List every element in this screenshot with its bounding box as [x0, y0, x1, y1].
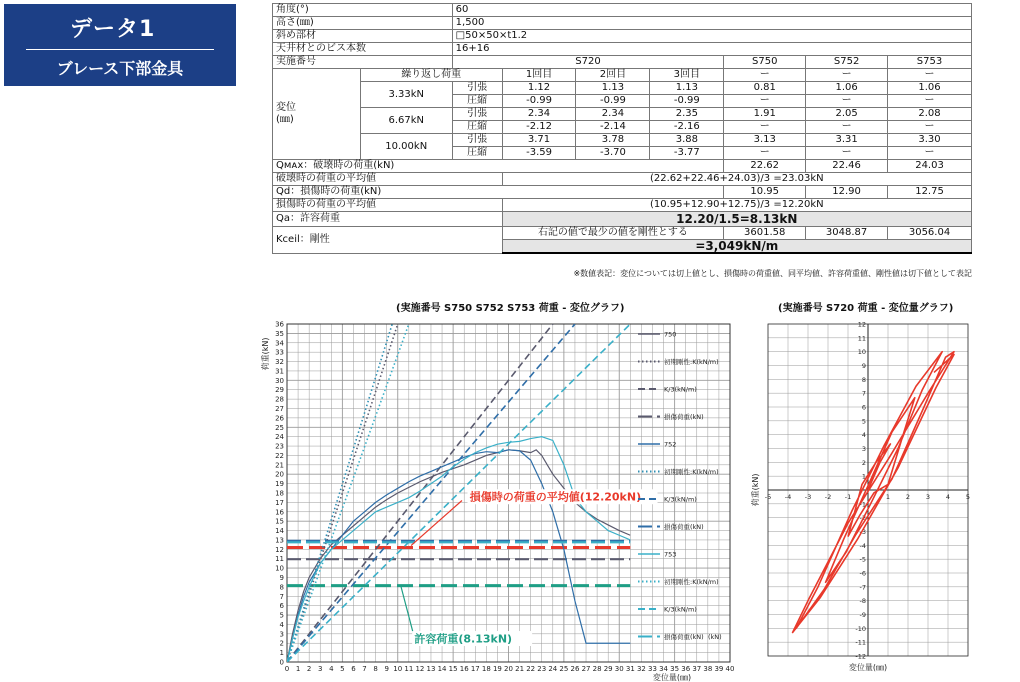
- series-line: [287, 450, 630, 662]
- y-tick-label: 31: [275, 367, 284, 376]
- displacement-value: -3.59: [502, 147, 576, 160]
- x-tick-label: 37: [692, 665, 702, 673]
- x-tick-label: 26: [570, 665, 580, 673]
- displacement-value: ー: [724, 95, 806, 108]
- table-row: [273, 227, 972, 240]
- kceil-value: 3056.04: [888, 227, 972, 240]
- legend-label: K/3(kN/m): [664, 495, 697, 504]
- badge-title: データ1: [70, 17, 156, 42]
- y-tick-label: 20: [275, 470, 284, 479]
- displacement-value: 1.06: [806, 82, 888, 95]
- y-tick-label: -4: [859, 541, 866, 550]
- displacement-value: 2.05: [806, 108, 888, 121]
- x-tick-label: 11: [404, 665, 414, 673]
- qmax-value: 22.46: [806, 160, 888, 173]
- displacement-value: ー: [724, 147, 806, 160]
- qa-label: Qa：許容荷重: [273, 212, 503, 227]
- legend-label: K/3(kN/m): [664, 385, 697, 394]
- s720-chart-title: (実施番号 S720 荷重 - 変位量グラフ): [778, 303, 954, 314]
- y-tick-label: 36: [275, 320, 284, 329]
- legend-label: 初期剛性:K(kN/m): [664, 358, 719, 366]
- badge-subtitle: ブレース下部金具: [56, 59, 184, 78]
- x-tick-label: 36: [681, 665, 691, 673]
- displacement-value: ー: [888, 95, 972, 108]
- qd-value: 10.95: [724, 186, 806, 199]
- qmax-label: Qᴍᴀx：破壊時の荷重(kN): [273, 160, 724, 173]
- direction-label: 圧縮: [452, 147, 502, 160]
- y-tick-label: 28: [275, 395, 284, 404]
- y-tick-label: 17: [275, 498, 284, 507]
- load-level: 3.33kN: [360, 82, 452, 108]
- y-tick-label: 2: [861, 458, 866, 467]
- x-tick-label: -3: [804, 493, 812, 501]
- allowable-load-annotation: 許容荷重(8.13kN): [414, 632, 513, 646]
- x-tick-label: 12: [415, 665, 425, 673]
- dash-cell: ー: [888, 69, 972, 82]
- y-tick-label: 21: [275, 461, 284, 470]
- x-tick-label: 1: [885, 493, 891, 501]
- y-tick-label: 7: [279, 592, 284, 601]
- kceil-result: =3,049kN/m: [502, 240, 971, 254]
- y-tick-label: 13: [275, 536, 284, 545]
- y-tick-label: 9: [279, 574, 284, 582]
- x-tick-label: 7: [362, 665, 367, 673]
- y-axis-label: 荷重(kN): [261, 337, 270, 371]
- kceil-value: 3601.58: [724, 227, 806, 240]
- spec-table: [272, 3, 972, 254]
- data-badge: [4, 4, 236, 86]
- y-tick-label: 1: [861, 472, 866, 481]
- direction-label: 圧縮: [452, 121, 502, 134]
- x-tick-label: -1: [844, 493, 852, 501]
- direction-label: 引張: [452, 82, 502, 95]
- y-tick-label: 5: [861, 417, 866, 426]
- x-tick-label: 22: [526, 665, 536, 673]
- x-tick-label: 4: [329, 665, 334, 673]
- y-tick-label: 10: [275, 564, 284, 573]
- load-level: 6.67kN: [360, 108, 452, 134]
- y-tick-label: -3: [859, 528, 866, 536]
- y-tick-label: 2: [279, 639, 284, 648]
- qd-value: 12.75: [888, 186, 972, 199]
- table-row: [273, 173, 972, 186]
- displacement-value: 1.91: [724, 108, 806, 121]
- dash-cell: ー: [806, 69, 888, 82]
- qmax-avg-value: (22.62+22.46+24.03)/3 =23.03kN: [502, 173, 971, 186]
- cycle-header: 3回目: [650, 69, 724, 82]
- table-row: [273, 134, 972, 147]
- x-tick-label: 18: [481, 665, 491, 673]
- x-tick-label: 38: [703, 665, 713, 673]
- displacement-value: -2.12: [502, 121, 576, 134]
- x-tick-label: 24: [548, 665, 558, 673]
- y-tick-label: 12: [275, 545, 284, 554]
- x-axis-label: 変位量(㎜): [652, 673, 692, 682]
- y-tick-label: 30: [275, 376, 284, 385]
- y-tick-label: 35: [275, 329, 284, 338]
- footnote: ※数値表記：変位については切上値とし、損傷時の荷重値、同平均値、許容荷重値、剛性値は切下値として表記: [573, 269, 972, 278]
- y-tick-label: 23: [275, 442, 284, 451]
- y-axis-label: 荷重(kN): [751, 473, 760, 507]
- displacement-value: -0.99: [502, 95, 576, 108]
- qmax-value: 22.62: [724, 160, 806, 173]
- y-tick-label: 5: [279, 611, 284, 620]
- table-row: [273, 17, 972, 30]
- annotation-leader: [401, 587, 414, 638]
- legend-label: 初期剛性:K(kN/m): [664, 468, 719, 476]
- x-tick-label: -2: [824, 493, 832, 501]
- displacement-value: 3.31: [806, 134, 888, 147]
- qd-label: Qd：損傷時の荷重(kN): [273, 186, 724, 199]
- displacement-value: 2.34: [576, 108, 650, 121]
- badge-divider: [26, 49, 214, 50]
- x-tick-label: 40: [725, 665, 735, 673]
- legend-label: 損傷荷重(kN): [664, 413, 704, 421]
- displacement-value: -3.77: [650, 147, 724, 160]
- x-tick-label: 17: [470, 665, 480, 673]
- specimen-s720: S720: [452, 56, 724, 69]
- spec-label: 高さ(㎜): [273, 17, 453, 30]
- table-row: [273, 30, 972, 43]
- displacement-value: ー: [806, 95, 888, 108]
- y-tick-label: 18: [275, 489, 284, 498]
- displacement-value: 3.30: [888, 134, 972, 147]
- exec-number-label: 実施番号: [273, 56, 453, 69]
- table-row: [273, 4, 972, 17]
- displacement-value: ー: [888, 147, 972, 160]
- displacement-value: 3.71: [502, 134, 576, 147]
- y-tick-label: 29: [275, 386, 284, 395]
- displacement-label: 変位 (㎜): [273, 69, 361, 160]
- x-tick-label: 33: [648, 665, 657, 673]
- y-tick-label: 12: [857, 320, 866, 329]
- kceil-description: 右記の値で最少の値を剛性とする: [502, 227, 724, 240]
- spec-value: 1,500: [452, 17, 971, 30]
- y-tick-label: -5: [859, 555, 866, 564]
- dash-cell: ー: [724, 69, 806, 82]
- displacement-value: -0.99: [576, 95, 650, 108]
- x-tick-label: 15: [448, 665, 458, 673]
- displacement-value: ー: [806, 147, 888, 160]
- y-tick-label: -1: [859, 500, 866, 509]
- y-tick-label: 10: [857, 348, 866, 357]
- y-tick-label: -6: [859, 569, 866, 578]
- displacement-value: 1.12: [502, 82, 576, 95]
- qd-value: 12.90: [806, 186, 888, 199]
- displacement-value: 2.08: [888, 108, 972, 121]
- displacement-value: -2.16: [650, 121, 724, 134]
- legend-label: 752: [664, 440, 677, 449]
- spec-label: 斜め部材: [273, 30, 453, 43]
- displacement-value: ー: [724, 121, 806, 134]
- x-tick-label: 9: [384, 665, 389, 673]
- y-tick-label: 3: [861, 445, 866, 453]
- displacement-value: 3.88: [650, 134, 724, 147]
- y-tick-label: 3: [279, 630, 284, 639]
- y-tick-label: 32: [275, 358, 284, 367]
- spec-label: 天井材とのビス本数: [273, 43, 453, 56]
- y-tick-label: 11: [275, 555, 284, 564]
- x-tick-label: 13: [426, 665, 436, 673]
- table-row: [273, 212, 972, 227]
- y-tick-label: -9: [859, 611, 866, 619]
- qmax-value: 24.03: [888, 160, 972, 173]
- y-tick-label: 14: [275, 527, 284, 536]
- spec-value: 16+16: [452, 43, 971, 56]
- x-tick-label: 3: [317, 665, 323, 673]
- x-tick-label: 29: [603, 665, 613, 673]
- displacement-value: 3.13: [724, 134, 806, 147]
- x-tick-label: 23: [537, 665, 547, 673]
- kceil-value: 3048.87: [806, 227, 888, 240]
- qd-avg-label: 損傷時の荷重の平均値: [273, 199, 503, 212]
- x-tick-label: 0: [284, 665, 290, 673]
- y-tick-label: 6: [279, 602, 284, 611]
- y-tick-label: 0: [279, 658, 284, 667]
- avg-damage-load-annotation: 損傷時の荷重の平均値(12.20kN): [469, 490, 642, 504]
- table-row: [273, 199, 972, 212]
- displacement-value: 1.13: [650, 82, 724, 95]
- displacement-value: -2.14: [576, 121, 650, 134]
- displacement-value: ー: [806, 121, 888, 134]
- y-tick-label: -11: [855, 638, 866, 647]
- specimen-s753: S753: [888, 56, 972, 69]
- legend-label: 損傷荷重(kN): [664, 523, 704, 531]
- x-tick-label: -4: [784, 493, 792, 501]
- x-tick-label: 30: [614, 665, 624, 673]
- y-tick-label: 4: [279, 620, 284, 629]
- x-tick-label: 16: [459, 665, 469, 673]
- y-tick-label: -10: [855, 624, 866, 633]
- y-tick-label: 4: [861, 431, 866, 440]
- x-tick-label: 2: [306, 665, 312, 673]
- y-tick-label: 15: [275, 517, 284, 526]
- displacement-value: -0.99: [650, 95, 724, 108]
- y-tick-label: 24: [275, 433, 284, 442]
- legend-label: 753: [664, 550, 677, 559]
- y-tick-label: -12: [855, 652, 866, 661]
- x-tick-label: 5: [965, 493, 971, 501]
- y-tick-label: 34: [275, 339, 284, 348]
- y-tick-label: 27: [275, 405, 284, 413]
- x-tick-label: 21: [515, 665, 525, 673]
- displacement-value: -3.70: [576, 147, 650, 160]
- kceil-label: Kceil：剛性: [273, 227, 503, 254]
- x-tick-label: 14: [437, 665, 447, 673]
- spec-label: 角度(°): [273, 4, 453, 17]
- displacement-value: 2.34: [502, 108, 576, 121]
- table-row: [273, 186, 972, 199]
- displacement-value: 3.78: [576, 134, 650, 147]
- qd-avg-value: (10.95+12.90+12.75)/3 =12.20kN: [502, 199, 971, 212]
- main-chart-title: (実施番号 S750 S752 S753 荷重 - 変位グラフ): [396, 303, 625, 314]
- x-tick-label: 20: [504, 665, 513, 673]
- y-tick-label: -2: [859, 514, 866, 523]
- direction-label: 圧縮: [452, 95, 502, 108]
- y-tick-label: 26: [275, 414, 284, 423]
- x-axis-label: 変位量(㎜): [848, 663, 888, 672]
- table-row: [273, 160, 972, 173]
- displacement-value: ー: [888, 121, 972, 134]
- table-row: [273, 82, 972, 95]
- x-tick-label: 31: [625, 665, 635, 673]
- x-tick-label: 3: [925, 493, 931, 501]
- x-tick-label: 10: [393, 665, 403, 673]
- x-tick-label: 4: [945, 493, 951, 501]
- table-row: [273, 56, 972, 69]
- y-tick-label: 1: [279, 649, 284, 658]
- displacement-value: 0.81: [724, 82, 806, 95]
- y-tick-label: 16: [275, 508, 284, 517]
- x-tick-label: 39: [714, 665, 724, 673]
- x-tick-label: 1: [295, 665, 301, 673]
- x-tick-label: 25: [559, 665, 569, 673]
- load-level: 10.00kN: [360, 134, 452, 160]
- legend-label: 損傷荷重(kN): [664, 633, 704, 641]
- y-tick-label: -8: [859, 597, 866, 606]
- x-tick-label: 6: [351, 665, 356, 673]
- x-tick-label: 5: [340, 665, 345, 673]
- y-tick-label: 19: [275, 480, 284, 489]
- direction-label: 引張: [452, 108, 502, 121]
- x-tick-label: 28: [592, 665, 602, 673]
- table-row: [273, 69, 972, 82]
- legend-label: 750: [664, 330, 677, 339]
- x-tick-label: 34: [659, 665, 669, 673]
- x-tick-label: 19: [492, 665, 502, 673]
- displacement-value: 2.35: [650, 108, 724, 121]
- y-tick-label: -7: [859, 583, 866, 592]
- s720-chart: [751, 310, 976, 682]
- cycle-header: 1回目: [502, 69, 576, 82]
- x-tick-label: 32: [636, 665, 646, 673]
- x-tick-label: 2: [905, 493, 911, 501]
- displacement-value: 1.13: [576, 82, 650, 95]
- y-tick-label: 9: [861, 362, 866, 370]
- spec-table-body: [273, 4, 972, 254]
- legend-label: K/3(kN/m): [664, 605, 697, 614]
- specimen-s752: S752: [806, 56, 888, 69]
- x-tick-label: 27: [581, 665, 591, 673]
- y-tick-label: 6: [861, 403, 866, 412]
- spec-value: 60: [452, 4, 971, 17]
- legend-unit: (kN): [708, 633, 722, 641]
- x-tick-label: 8: [373, 665, 378, 673]
- y-tick-label: 11: [857, 334, 866, 343]
- displacement-value: 1.06: [888, 82, 972, 95]
- specimen-s750: S750: [724, 56, 806, 69]
- y-tick-label: 22: [275, 451, 284, 460]
- y-tick-label: 7: [861, 389, 866, 398]
- cycle-header: 2回目: [576, 69, 650, 82]
- qa-value: 12.20/1.5=8.13kN: [502, 212, 971, 227]
- spec-value: □50×50×t1.2: [452, 30, 971, 43]
- y-tick-label: 33: [275, 348, 284, 357]
- qmax-avg-label: 破壊時の荷重の平均値: [273, 173, 503, 186]
- legend-label: 初期剛性:K(kN/m): [664, 578, 719, 586]
- y-tick-label: 8: [861, 375, 866, 384]
- series-line: [287, 450, 630, 662]
- x-tick-label: -5: [764, 493, 772, 501]
- x-tick-label: 35: [670, 665, 680, 673]
- y-tick-label: 25: [275, 423, 284, 432]
- direction-label: 引張: [452, 134, 502, 147]
- repeat-load-label: 繰り返し荷重: [360, 69, 502, 82]
- table-row: [273, 43, 972, 56]
- y-tick-label: 8: [279, 583, 284, 592]
- table-row: [273, 108, 972, 121]
